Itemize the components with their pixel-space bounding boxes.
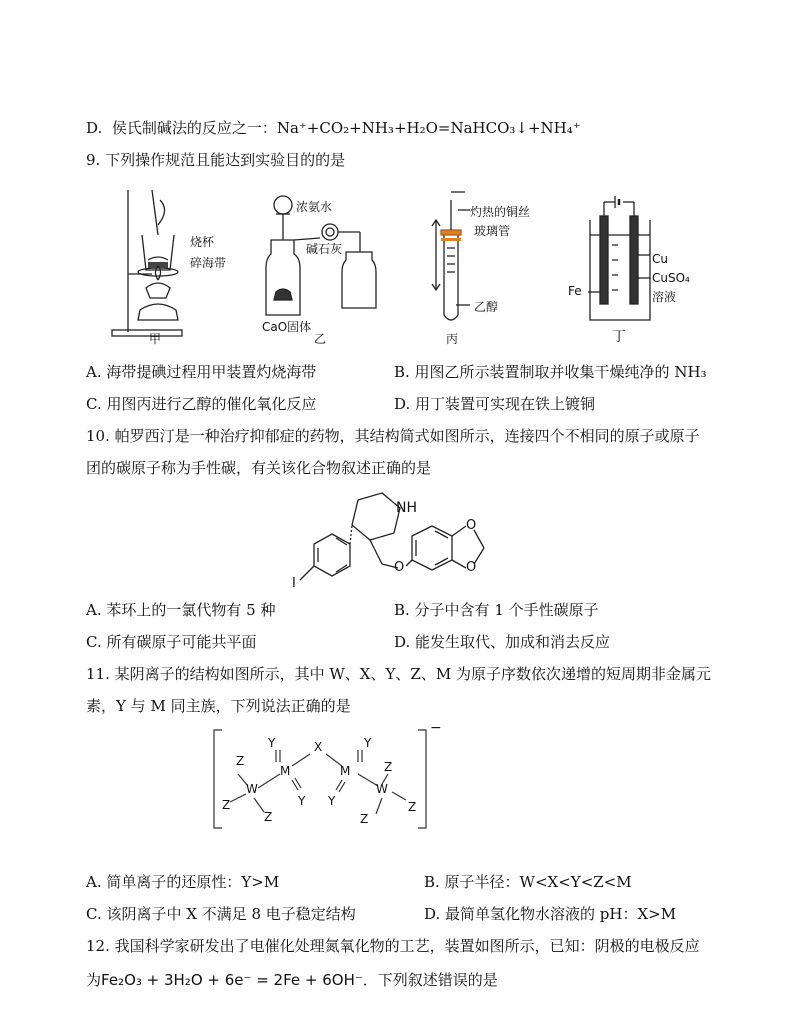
- apparatus-jia: [112, 190, 182, 336]
- anion-z-2: Z: [222, 798, 231, 812]
- label-ethanol: 乙醇: [474, 300, 499, 314]
- anion-x: X: [314, 740, 323, 754]
- q11-option-d: D. 最简单氢化物水溶液的 pH：X>M: [424, 905, 677, 923]
- anion-z-5: Z: [408, 800, 417, 814]
- label-glass-tube: 玻璃管: [474, 224, 511, 238]
- cathode-equation: Fe₂O₃ + 3H₂O + 6e⁻ = 2Fe + 6OH⁻: [101, 971, 363, 989]
- label-cao: CaO固体: [262, 320, 312, 334]
- label-nh: NH: [396, 500, 417, 516]
- q9-option-d: D. 用丁装置可实现在铁上镀铜: [394, 395, 596, 413]
- anion-structure: [210, 724, 450, 834]
- anion-z-1: Z: [236, 754, 245, 768]
- label-fe: Fe: [568, 284, 582, 298]
- label-bing: 丙: [446, 332, 459, 346]
- label-solution: 溶液: [652, 290, 677, 304]
- label-o-ether: O: [394, 560, 405, 575]
- q11-option-a: A. 简单离子的还原性：Y>M: [86, 873, 280, 891]
- anion-z-4: Z: [384, 760, 393, 774]
- q10-option-d: D. 能发生取代、加成和消去反应: [394, 633, 611, 651]
- label-yi: 乙: [314, 332, 327, 346]
- q12-stem-line1: 12. 我国科学家研发出了电催化处理氮氧化物的工艺，装置如图所示，已知：阴极的电极反应: [86, 937, 700, 955]
- label-sodalime: 碱石灰: [306, 242, 343, 256]
- anion-w-left: W: [246, 782, 258, 796]
- anion-w-right: W: [376, 782, 388, 796]
- anion-m-left: M: [280, 764, 291, 778]
- anion-charge: −: [430, 720, 442, 736]
- q9-option-c: C. 用图丙进行乙醇的催化氧化反应: [86, 395, 317, 413]
- q11-option-b: B. 原子半径：W<X<Y<Z<M: [424, 873, 632, 891]
- q10-option-a: A. 苯环上的一氯代物有 5 种: [86, 601, 276, 619]
- q9-option-a: A. 海带提碘过程用甲装置灼烧海带: [86, 363, 317, 381]
- anion-y-3: Y: [364, 736, 372, 750]
- apparatus-ding: [588, 196, 650, 320]
- anion-y-2: Y: [298, 794, 306, 808]
- q11-option-c: C. 该阴离子中 X 不满足 8 电子稳定结构: [86, 905, 356, 923]
- anion-y-4: Y: [328, 794, 336, 808]
- label-beaker: 烧杯: [190, 235, 215, 249]
- q12-stem-line2: 为Fe₂O₃ + 3H₂O + 6e⁻ = 2Fe + 6OH⁻．下列叙述错误的是: [86, 971, 498, 989]
- q11-stem-line2: 素，Y 与 M 同主族，下列说法正确的是: [86, 697, 351, 715]
- q9-stem: 9. 下列操作规范且能达到实验目的的是: [86, 151, 346, 169]
- anion-m-right: M: [340, 764, 351, 778]
- label-copper-wire: 灼热的铜丝: [470, 205, 531, 219]
- q10-stem-line1: 10. 帕罗西汀是一种治疗抑郁症的药物，其结构简式如图所示，连接四个不相同的原子或原子: [86, 427, 700, 445]
- q10-option-b: B. 分子中含有 1 个手性碳原子: [394, 601, 599, 619]
- label-halogen: I: [292, 576, 296, 591]
- label-ding: 丁: [612, 329, 626, 345]
- q8-option-d-text: 侯氏制碱法的反应之一：Na⁺+CO₂+NH₃+H₂O=NaHCO₃↓+NH₄⁺: [111, 119, 581, 137]
- anion-y-1: Y: [268, 736, 276, 750]
- q10-option-c: C. 所有碳原子可能共平面: [86, 633, 257, 651]
- label-cu: Cu: [652, 252, 668, 266]
- label-jia: 甲: [149, 332, 162, 346]
- anion-z-3: Z: [264, 810, 273, 824]
- label-o-ring-bottom: O: [466, 560, 477, 575]
- label-seaweed: 碎海带: [190, 256, 227, 270]
- label-ammonia: 浓氨水: [296, 200, 333, 214]
- q10-stem-line2: 团的碳原子称为手性碳，有关该化合物叙述正确的是: [86, 459, 432, 477]
- q11-stem-line1: 11. 某阴离子的结构如图所示，其中 W、X、Y、Z、M 为原子序数依次递增的短周期非金属元: [86, 665, 711, 683]
- label-cuso4: CuSO₄: [652, 271, 690, 285]
- q9-option-b: B. 用图乙所示装置制取并收集干燥纯净的 NH₃: [394, 363, 707, 381]
- label-o-ring-top: O: [466, 518, 477, 533]
- anion-z-6: Z: [360, 812, 369, 826]
- q9-apparatus-figure: [0, 180, 794, 350]
- q8-option-d: D. 侯氏制碱法的反应之一：Na⁺+CO₂+NH₃+H₂O=NaHCO₃↓+NH₄⁺: [86, 119, 581, 137]
- apparatus-bing: [432, 192, 470, 320]
